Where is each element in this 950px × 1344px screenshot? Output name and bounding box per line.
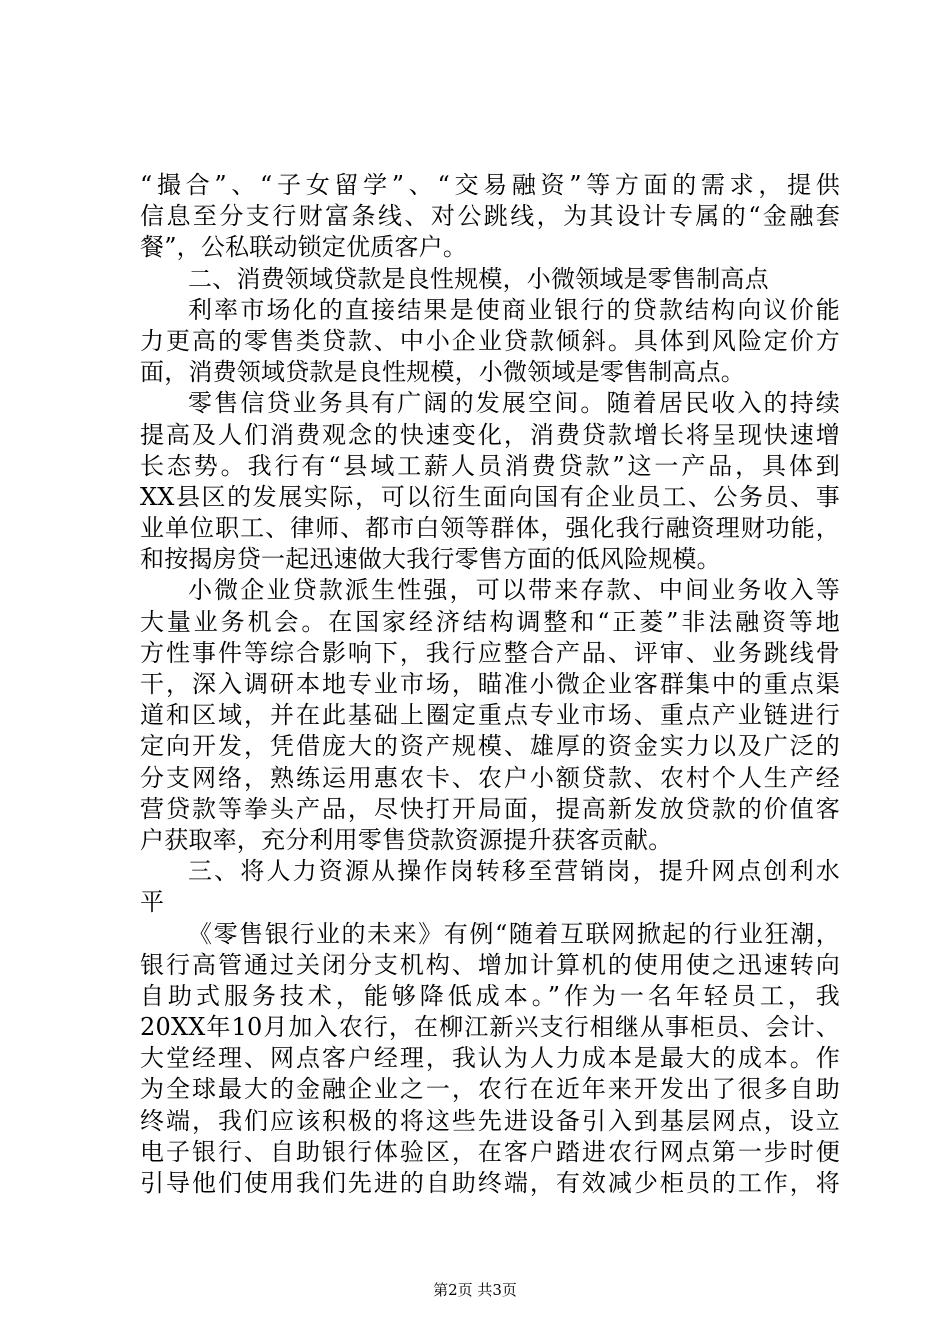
section-heading-2: 二、消费领域贷款是良性规模，小微领域是零售制高点 [188, 264, 769, 293]
text-line: 分支网络，熟练运用惠农卡、农户小额贷款、农村个人生产经 [140, 763, 840, 792]
text-line: 为全球最大的金融企业之一，农行在近年来开发出了很多自助 [140, 1075, 840, 1104]
paragraph-start: 小微企业贷款派生性强，可以带来存款、中间业务收入等 [188, 576, 840, 605]
text-line: 引导他们使用我们先进的自助终端，有效减少柜员的工作，将 [140, 1169, 840, 1197]
text-line: 终端，我们应该积极的将这些先进设备引入到基层网点，设立 [140, 1106, 840, 1135]
text-line: “撮合”、“子女留学”、“交易融资”等方面的需求，提供 [140, 171, 840, 199]
text-line: 营贷款等拳头产品，尽快打开局面，提高新发放贷款的价值客 [140, 794, 840, 823]
text-line: 面，消费领域贷款是良性规模，小微领域是零售制高点。 [140, 358, 745, 387]
body-text [140, 170, 840, 1199]
paragraph-start: 《零售银行业的未来》有例“随着互联网掀起的行业狂潮， [188, 919, 840, 948]
text-line: 20XX年10月加入农行，在柳江新兴支行相继从事柜员、会计、 [140, 1013, 840, 1042]
text-line: 大堂经理、网点客户经理，我认为人力成本是最大的成本。作 [140, 1044, 840, 1073]
text-line: 自助式服务技术，能够降低成本。”作为一名年轻员工，我 [140, 981, 840, 1010]
text-line: 方性事件等综合影响下，我行应整合产品、评审、业务跳线骨 [140, 638, 840, 667]
text-line: 银行高管通过关闭分支机构、增加计算机的使用使之迅速转向 [140, 950, 840, 979]
text-line: 大量业务机会。在国家经济结构调整和“正菱”非法融资等地 [140, 607, 840, 636]
text-line: 道和区域，并在此基础上圈定重点专业市场、重点产业链进行 [140, 701, 840, 730]
paragraph-start: 零售信贷业务具有广阔的发展空间。随着居民收入的持续 [188, 389, 840, 418]
page-number-footer: 第2页 共3页 [433, 1281, 517, 1299]
text-line: 餐”，公私联动锁定优质客户。 [140, 233, 468, 262]
text-line: 和按揭房贷一起迅速做大我行零售方面的低风险规模。 [140, 545, 721, 574]
text-line: XX县区的发展实际，可以衍生面向国有企业员工、公务员、事 [140, 482, 840, 511]
text-line: 信息至分支行财富条线、对公跳线，为其设计专属的“金融套 [140, 202, 840, 231]
text-line: 定向开发，凭借庞大的资产规模、雄厚的资金实力以及广泛的 [140, 732, 840, 761]
text-line: 提高及人们消费观念的快速变化，消费贷款增长将呈现快速增 [140, 420, 840, 449]
text-line: 长态势。我行有“县域工薪人员消费贷款”这一产品，具体到 [140, 451, 840, 480]
text-line: 业单位职工、律师、都市白领等群体，强化我行融资理财功能， [140, 514, 840, 543]
text-line: 户获取率，充分利用零售贷款资源提升获客贡献。 [140, 825, 673, 854]
text-line: 干，深入调研本地专业市场，瞄准小微企业客群集中的重点渠 [140, 670, 840, 698]
text-line: 电子银行、自助银行体验区，在客户踏进农行网点第一步时便 [140, 1137, 840, 1166]
section-heading-3: 三、将人力资源从操作岗转移至营销岗，提升网点创利水 [188, 857, 840, 886]
section-heading-3-cont: 平 [140, 888, 165, 917]
text-line: 力更高的零售类贷款、中小企业贷款倾斜。具体到风险定价方 [140, 326, 840, 355]
paragraph-start: 利率市场化的直接结果是使商业银行的贷款结构向议价能 [188, 295, 840, 324]
